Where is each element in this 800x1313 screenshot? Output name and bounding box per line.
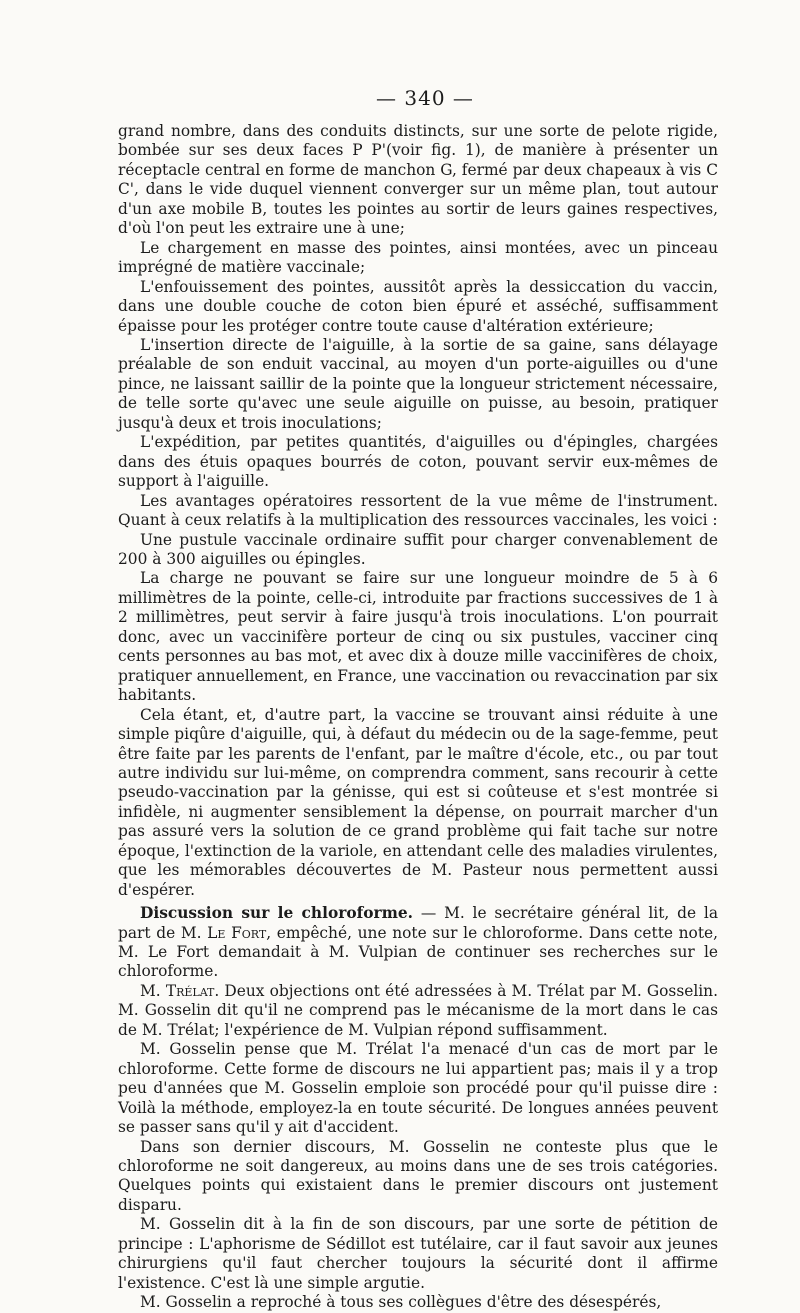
body-paragraph: L'enfouissement des pointes, aussitôt après la dessiccation du vaccin, dans une double couche de coton bien épuré et asséché, suffisamment épaisse pour les protéger contre toute cause d'altération extérieure; (118, 277, 718, 335)
speaker-name-trelat: Trélat (165, 981, 215, 1000)
body-paragraph: Cela étant, et, d'autre part, la vaccine se trouvant ainsi réduite à une simple piqûre d'aiguille, qui, à défaut du médecin ou de la sage-femme, peut être faite par les parents de l'enfant, par le maître d'école, etc., ou par tout autre individu sur lui-même, on comprendra comment, sans recourir à cette pseudo-vaccination par la génisse, qui est si coûteuse et s'est montrée si infidèle, ni augmenter sensiblement la dépense, on pourrait marcher d'un pas assuré vers la solution de ce grand problème qui fait tache sur notre époque, l'extinction de la variole, en attendant celle des maladies virulentes, que les mémorables découvertes de M. Pasteur nous permettent aussi d'espérer. (118, 705, 718, 899)
body-paragraph: L'insertion directe de l'aiguille, à la sortie de sa gaine, sans délayage préalable de son enduit vaccinal, au moyen d'un porte-aiguilles ou d'une pince, ne laissant saillir de la pointe que la longueur strictement nécessaire, de telle sorte qu'avec une seule aiguille on puisse, au besoin, pratiquer jusqu'à deux et trois inoculations; (118, 335, 718, 432)
body-paragraph: grand nombre, dans des conduits distincts, sur une sorte de pelote rigide, bombée sur ses deux faces P P'(voir fig. 1), de manière à présenter un réceptacle central en forme de manchon G, fermé par deux chapeaux à vis C C', dans le vide duquel viennent converger sur un même plan, tout autour d'un axe mobile B, toutes les pointes au sortir de leurs gaines respectives, d'où l'on peut les extraire une à une; (118, 122, 718, 238)
page-number: — 340 — (376, 86, 474, 110)
body-paragraph: Le chargement en masse des pointes, ainsi montées, avec un pinceau imprégné de matière vaccinale; (118, 238, 718, 277)
discussion-paragraph: M. Gosselin dit à la fin de son discours, par une sorte de pétition de principe : L'aphorisme de Sédillot est tutélaire, car il faut savoir aux jeunes chirurgiens qu'il faut chercher toujours la sécurité dont il affirme l'existence. C'est là une simple argutie. (118, 1215, 718, 1292)
discussion-paragraph: M. Gosselin pense que M. Trélat l'a menacé d'un cas de mort par le chloroforme. Cette forme de discours ne lui appartient pas; mais il y a trop peu d'années que M. Gosselin emploie son procédé pour qu'il puisse dire : Voilà la méthode, employez-la en toute sécurité. De longues années peuvent se passer sans qu'il y ait d'accident. (118, 1040, 718, 1137)
discussion-intro-paragraph (118, 904, 718, 982)
trelat-text: . Deux objections ont été adressées à M. Trélat par M. Gosselin. M. Gosselin dit qu'il ne comprend pas le mécanisme de la mort dans le cas de M. Trélat; l'expérience de M. Vulpian répond suffisamment. (118, 981, 718, 1039)
discussion-intro-text: — M. le secrétaire général lit, de la part de M. (118, 904, 718, 942)
trelat-paragraph (118, 982, 718, 1040)
discussion-intro-rest: , empêché, une note sur le chloroforme. Dans cette note, M. Le Fort demandait à M. Vulpian de continuer ses recherches sur le chloroforme. (118, 923, 719, 981)
discussion-paragraph: M. Gosselin a reproché à tous ses collègues d'être des désespérés, (140, 1293, 662, 1312)
body-paragraph: La charge ne pouvant se faire sur une longueur moindre de 5 à 6 millimètres de la pointe, celle-ci, introduite par fractions successives de 1 à 2 millimètres, peut servir à faire jusqu'à trois inoculations. L'on pourrait donc, avec un vaccinifère porteur de cinq ou six pustules, vacciner cinq cents personnes au bas mot, et avec dix à douze mille vaccinifères de choix, pratiquer annuellement, en France, une vaccination ou revaccination par six habitants. (118, 569, 718, 705)
discussion-paragraph: Dans son dernier discours, M. Gosselin ne conteste plus que le chloroforme ne soit dangereux, au moins dans une de ses trois catégories. Quelques points qui existaient dans le premier discours ont justement disparu. (118, 1137, 718, 1214)
body-paragraph: Une pustule vaccinale ordinaire suffit pour charger convenablement de 200 à 300 aiguilles ou épingles. (118, 530, 718, 568)
section-heading: Discussion sur le chloroforme. (140, 904, 414, 923)
body-paragraph: L'expédition, par petites quantités, d'aiguilles ou d'épingles, chargées dans des étuis opaques bourrés de coton, pouvant servir eux-mêmes de support à l'aiguille. (118, 433, 718, 491)
speaker-prefix: M. (140, 981, 166, 1000)
body-paragraph: Les avantages opératoires ressortent de la vue même de l'instrument. Quant à ceux relatifs à la multiplication des ressources vaccinales, les voici : (118, 491, 718, 530)
author-name-le-fort: Le Fort (207, 923, 267, 942)
